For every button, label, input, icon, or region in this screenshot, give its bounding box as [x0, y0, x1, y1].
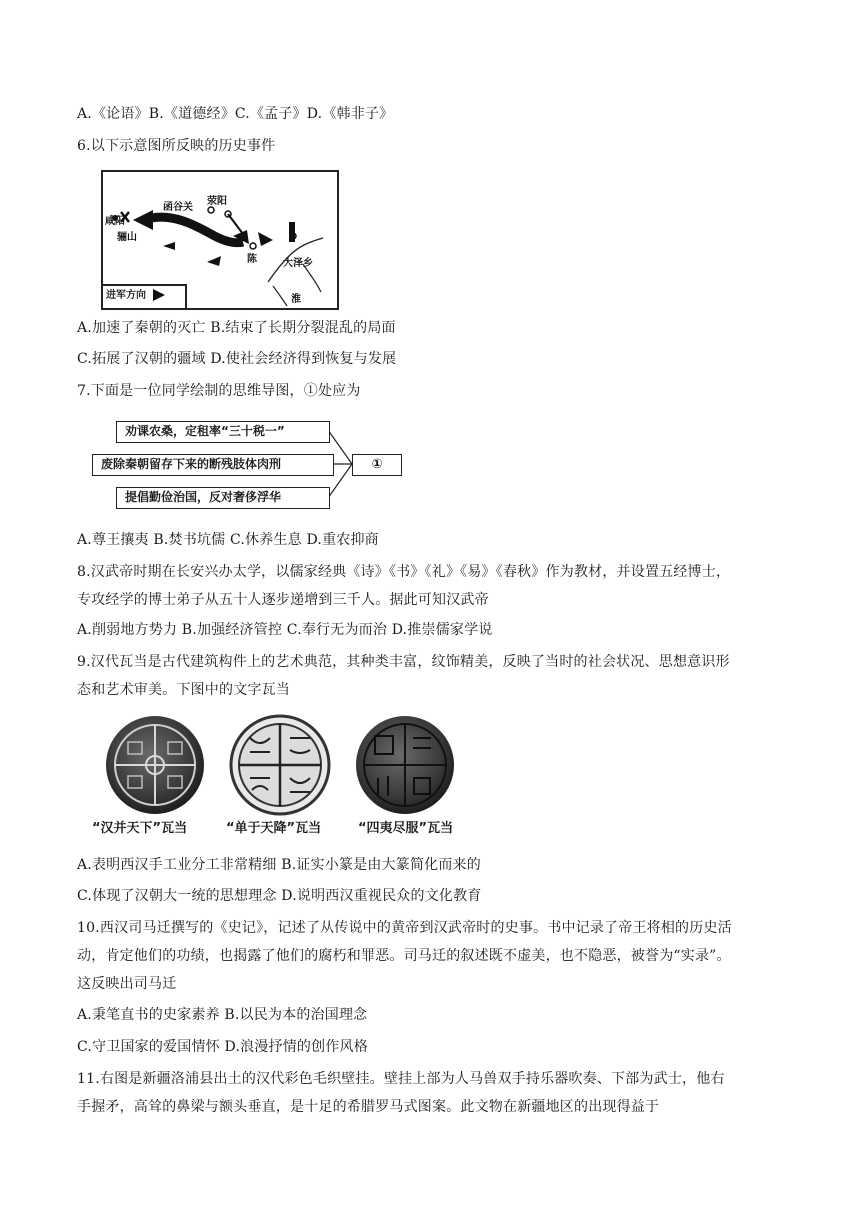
label-lishan: 骊山: [117, 232, 137, 243]
tile-hanbing-icon: [106, 716, 204, 814]
q11-stem-1: 11.右图是新疆洛浦县出土的汉代彩色毛织壁挂。壁挂上部为人马兽双手持乐器吹奏、下部为武士，他右: [77, 1071, 725, 1087]
label-huai: 淮: [291, 294, 301, 305]
caption-tile-2: “单于天降”瓦当: [226, 821, 322, 836]
map-legend: [103, 284, 187, 308]
legend-label: 进军方向: [106, 290, 146, 301]
q5-options: A.《论语》B.《道德经》C.《孟子》D.《韩非子》: [77, 106, 394, 122]
mindmap-box-1: 劝课农桑，定租率“三十税一”: [116, 421, 330, 443]
q8-stem-1: 8.汉武帝时期在长安兴办太学，以儒家经典《诗》《书》《礼》《易》《春秋》作为教材，并设置五经博士，: [77, 564, 731, 580]
q10-stem-1: 10.西汉司马迁撰写的《史记》，记述了从传说中的黄帝到汉武帝时的史事。书中记录了帝王将相的历史活: [77, 920, 732, 936]
mindmap-box-2: 废除秦朝留存下来的断残肢体肉刑: [92, 454, 334, 476]
q11-stem-2: 手握矛，高耸的鼻梁与额头垂直，是十足的希腊罗马式图案。此文物在新疆地区的出现得益于: [77, 1099, 660, 1115]
q7-options: A.尊王攘夷 B.焚书坑儒 C.休养生息 D.重农抑商: [77, 532, 379, 548]
q10-options-1: A.秉笔直书的史家素养 B.以民为本的治国理念: [77, 1007, 368, 1023]
mindmap-target-box: ①: [352, 454, 402, 476]
q9-stem-2: 态和艺术审美。下图中的文字瓦当: [77, 682, 290, 698]
legend-arrow-icon: [153, 289, 165, 301]
q9-stem-1: 9.汉代瓦当是古代建筑构件上的艺术典范，其种类丰富，纹饰精美，反映了当时的社会状况、思想意识形: [77, 654, 730, 670]
q10-stem-2: 动，肯定他们的功绩，也揭露了他们的腐朽和罪恶。司马迁的叙述既不虚美，也不隐恶，被誉为“实录”。: [77, 948, 731, 964]
q9-options-1: A.表明西汉手工业分工非常精细 B.证实小篆是由大篆简化而来的: [77, 857, 481, 873]
q8-options: A.削弱地方势力 B.加强经济管控 C.奉行无为而治 D.推崇儒家学说: [77, 622, 493, 638]
mindmap-box-3: 提倡勤俭治国，反对奢侈浮华: [116, 487, 330, 509]
label-chen: 陈: [247, 254, 257, 265]
caption-tile-3: “四夷尽服”瓦当: [358, 821, 454, 836]
q8-stem-2: 专攻经学的博士弟子从五十人逐步递增到三千人。据此可知汉武帝: [77, 592, 489, 608]
label-xingyang: 荥阳: [207, 196, 227, 207]
q10-options-2: C.守卫国家的爱国情怀 D.浪漫抒情的创作风格: [77, 1039, 368, 1055]
label-dazexiang: 大泽乡: [283, 258, 313, 269]
q6-options-2: C.拓展了汉朝的疆域 D.使社会经济得到恢复与发展: [77, 351, 397, 367]
q7-stem: 7.下面是一位同学绘制的思维导图，①处应为: [77, 383, 361, 399]
tile-chanyu-icon: [231, 716, 329, 814]
caption-tile-1: “汉并天下”瓦当: [92, 821, 188, 836]
q10-stem-3: 这反映出司马迁: [77, 976, 177, 992]
q6-options-1: A.加速了秦朝的灭亡 B.结束了长期分裂混乱的局面: [77, 320, 396, 336]
uprising-map: [101, 170, 339, 310]
label-xianyang: 咸阳: [105, 216, 125, 227]
tile-siyi-icon: [356, 716, 454, 814]
tile-ends-figure: [100, 712, 490, 818]
label-hanguguan: 函谷关: [163, 202, 193, 213]
q6-stem: 6.以下示意图所反映的历史事件: [77, 138, 276, 154]
q9-options-2: C.体现了汉朝大一统的思想理念 D.说明西汉重视民众的文化教育: [77, 888, 482, 904]
